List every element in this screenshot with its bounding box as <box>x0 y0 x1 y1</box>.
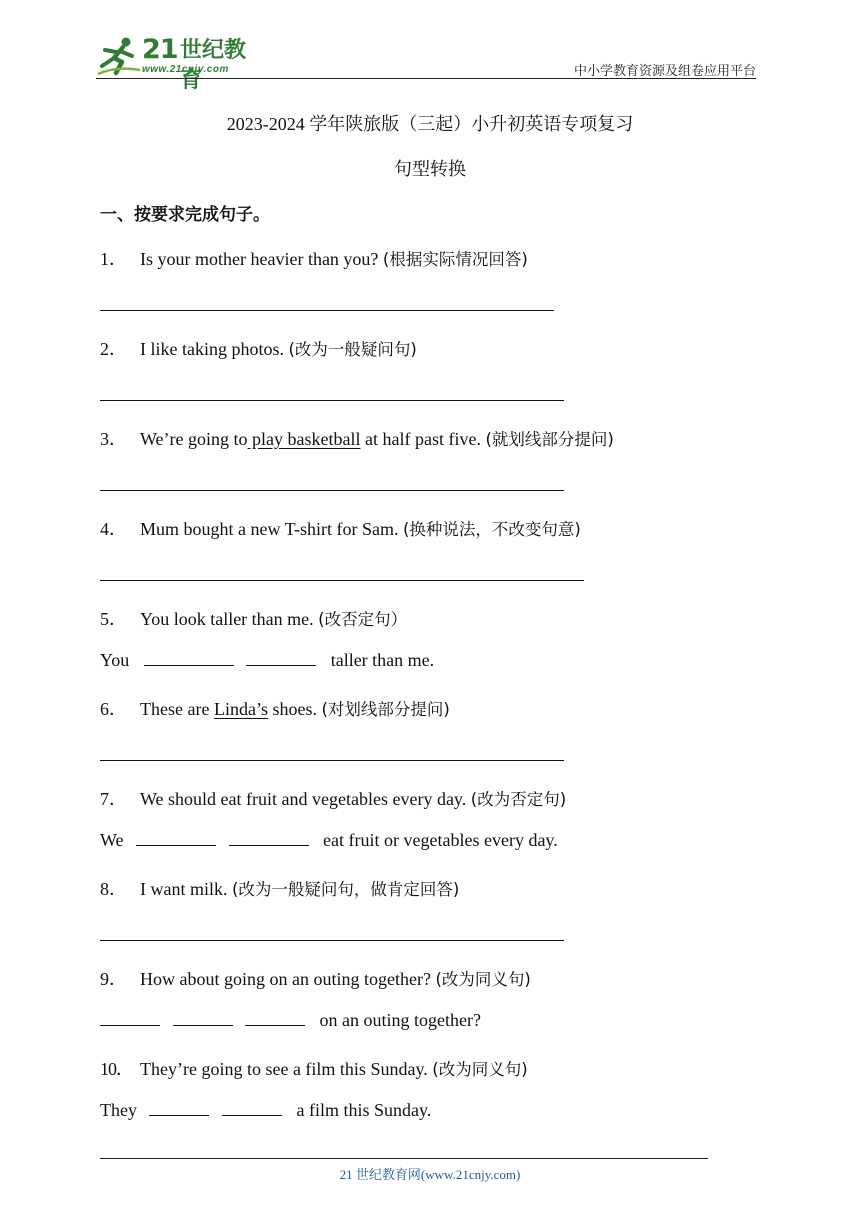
question-number: 7． <box>100 789 127 809</box>
fill-end: a film this Sunday. <box>296 1100 432 1120</box>
question-instruction: (对划线部分提问) <box>321 700 450 719</box>
question-7 <box>100 785 566 811</box>
fill-line-5 <box>100 650 434 671</box>
fill-line-10 <box>100 1100 431 1121</box>
section-heading: 一、按要求完成句子。 <box>100 205 270 225</box>
question-text-post: shoes. <box>267 699 322 719</box>
question-instruction: (改为一般疑问句) <box>288 340 417 359</box>
question-text-pre: We’re going to <box>140 429 248 449</box>
fill-blank[interactable] <box>100 1011 160 1026</box>
answer-line-1[interactable] <box>100 310 554 311</box>
site-logo <box>96 34 266 93</box>
logo-text: 世纪教育 <box>180 38 247 93</box>
fill-blank[interactable] <box>144 651 234 666</box>
question-8 <box>100 875 459 901</box>
footer-divider <box>100 1158 708 1159</box>
question-instruction: (改为一般疑问句，做肯定回答) <box>232 880 460 899</box>
question-instruction: (根据实际情况回答) <box>382 250 528 269</box>
question-instruction: (换种说法，不改变句意) <box>403 520 581 539</box>
fill-line-9 <box>100 1010 481 1031</box>
answer-line-8[interactable] <box>100 940 564 941</box>
fill-end: taller than me. <box>330 650 435 670</box>
question-text: How about going on an outing together? <box>140 969 436 989</box>
question-2 <box>100 335 417 361</box>
question-number: 8． <box>100 879 127 899</box>
underlined-phrase: Linda’s <box>213 699 268 719</box>
question-instruction: (改为同义句) <box>432 1060 528 1079</box>
question-text: We should eat fruit and vegetables every day. <box>140 789 471 809</box>
fill-blank[interactable] <box>149 1101 209 1116</box>
question-number: 10． <box>100 1059 133 1079</box>
question-text: They’re going to see a film this Sunday. <box>140 1059 433 1079</box>
question-instruction: (改为否定句) <box>470 790 567 809</box>
question-1 <box>100 245 528 271</box>
question-10 <box>100 1055 528 1081</box>
header-divider <box>96 78 756 79</box>
question-instruction: (就划线部分提问) <box>485 430 614 449</box>
fill-blank[interactable] <box>222 1101 282 1116</box>
runner-logo-icon <box>96 36 142 76</box>
page-title: 2023-2024 学年陕旅版（三起）小升初英语专项复习 <box>226 114 634 134</box>
fill-blank[interactable] <box>136 831 216 846</box>
question-number: 9． <box>100 969 127 989</box>
fill-blank[interactable] <box>245 1011 305 1026</box>
question-text-pre: These are <box>140 699 214 719</box>
question-number: 3． <box>100 429 127 449</box>
answer-line-4[interactable] <box>100 580 584 581</box>
question-4 <box>100 515 581 541</box>
question-text-post: at half past five. <box>360 429 486 449</box>
footer-text[interactable]: 21 世纪教育网(www.21cnjy.com) <box>339 1167 521 1182</box>
fill-blank[interactable] <box>246 651 316 666</box>
question-6 <box>100 695 450 721</box>
question-text: I like taking photos. <box>140 339 289 359</box>
question-number: 1． <box>100 249 127 269</box>
fill-blank[interactable] <box>173 1011 233 1026</box>
question-3 <box>100 425 614 451</box>
logo-url: www.21cnjy.com <box>142 64 229 75</box>
question-number: 5． <box>100 609 127 629</box>
logo-number: 21 <box>142 34 178 65</box>
fill-end: on an outing together? <box>319 1010 481 1030</box>
underlined-phrase: play basketball <box>247 429 361 449</box>
fill-line-7 <box>100 830 558 851</box>
answer-line-2[interactable] <box>100 400 564 401</box>
fill-start: We <box>100 830 124 850</box>
answer-line-6[interactable] <box>100 760 564 761</box>
answer-line-3[interactable] <box>100 490 564 491</box>
question-number: 2． <box>100 339 127 359</box>
question-text: I want milk. <box>140 879 232 899</box>
question-5 <box>100 605 407 631</box>
page-subtitle: 句型转换 <box>394 159 466 179</box>
question-number: 4． <box>100 519 127 539</box>
question-9 <box>100 965 531 991</box>
question-instruction: (改否定句） <box>318 610 408 629</box>
fill-end: eat fruit or vegetables every day. <box>323 830 558 850</box>
header-platform-text: 中小学教育资源及组卷应用平台 <box>573 64 756 79</box>
question-text: Is your mother heavier than you? <box>140 249 383 269</box>
question-instruction: (改为同义句) <box>435 970 531 989</box>
fill-start: They <box>100 1100 137 1120</box>
question-text: You look taller than me. <box>140 609 319 629</box>
question-number: 6． <box>100 699 127 719</box>
fill-blank[interactable] <box>229 831 309 846</box>
fill-start: You <box>100 650 130 670</box>
question-text: Mum bought a new T-shirt for Sam. <box>140 519 403 539</box>
